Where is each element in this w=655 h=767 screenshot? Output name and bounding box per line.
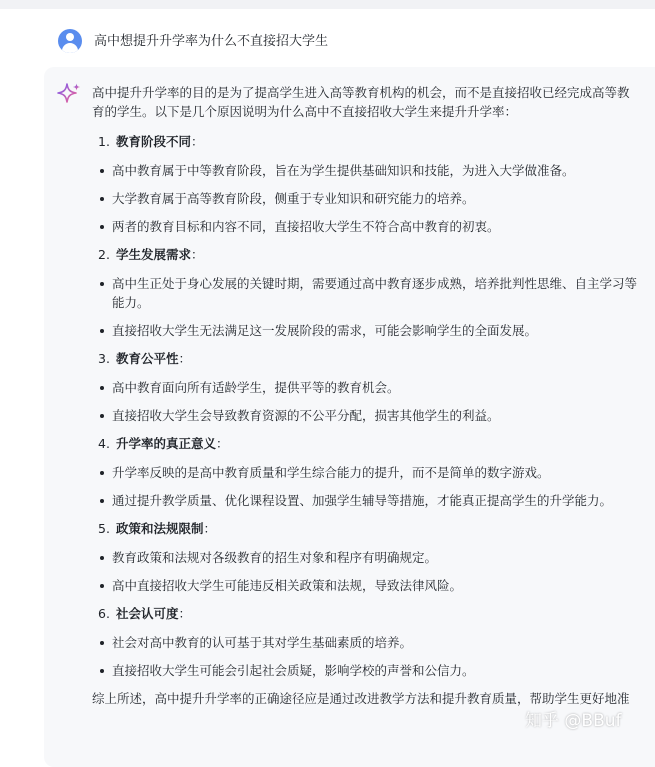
assistant-answer-card bbox=[44, 67, 655, 767]
list-item: 升学率反映的是高中教育质量和学生综合能力的提升，而不是简单的数字游戏。 bbox=[92, 463, 640, 482]
list-item: 高中直接招收大学生可能违反相关政策和法规，导致法律风险。 bbox=[92, 576, 640, 595]
section-heading: 政策和法规限制 bbox=[115, 521, 204, 536]
sparkle-icon bbox=[56, 81, 82, 107]
list-item: 直接招收大学生无法满足这一发展阶段的需求，可能会影响学生的全面发展。 bbox=[92, 321, 640, 340]
user-message-row bbox=[0, 22, 655, 62]
section-title bbox=[98, 349, 640, 368]
section-colon: ： bbox=[216, 436, 229, 451]
section-number: 5. bbox=[98, 521, 110, 536]
list-item: 教育政策和法规对各级教育的招生对象和程序有明确规定。 bbox=[92, 548, 640, 567]
section-heading: 教育阶段不同 bbox=[115, 134, 191, 149]
bullet-list bbox=[92, 633, 640, 680]
list-item: 高中生正处于身心发展的关键时期，需要通过高中教育逐步成熟，培养批判性思维、自主学习等能力。 bbox=[92, 274, 640, 312]
list-item: 直接招收大学生可能会引起社会质疑，影响学校的声誉和公信力。 bbox=[92, 661, 640, 680]
section-colon: ： bbox=[203, 521, 217, 536]
section-title bbox=[98, 519, 640, 538]
bullet-list bbox=[92, 274, 640, 340]
section-colon: ： bbox=[178, 351, 192, 366]
section-number: 4. bbox=[98, 436, 110, 451]
bullet-list bbox=[92, 378, 640, 425]
bullet-list bbox=[92, 161, 640, 236]
section-colon: ： bbox=[191, 134, 204, 149]
section-heading: 学生发展需求 bbox=[115, 247, 191, 262]
section-number: 6. bbox=[98, 606, 110, 621]
list-item: 直接招收大学生会导致教育资源的不公平分配，损害其他学生的利益。 bbox=[92, 406, 640, 425]
list-item: 高中教育面向所有适龄学生，提供平等的教育机会。 bbox=[92, 378, 640, 397]
section-colon: ： bbox=[178, 606, 192, 621]
section-heading: 教育公平性 bbox=[115, 351, 179, 366]
answer-intro: 高中提升升学率的目的是为了提高学生进入高等教育机构的机会，而不是直接招收已经完成高等教育的学生。以下是几个原因说明为什么高中不直接招收大学生来提升升学率： bbox=[92, 85, 630, 119]
list-item: 两者的教育目标和内容不同，直接招收大学生不符合高中教育的初衷。 bbox=[92, 217, 640, 236]
section-title bbox=[98, 132, 640, 151]
answer-summary: 综上所述，高中提升升学率的正确途径应是通过改进教学方法和提升教育质量，帮助学生更好地准 bbox=[92, 691, 630, 706]
section-number: 1. bbox=[98, 134, 110, 149]
list-item: 社会对高中教育的认可基于其对学生基础素质的培养。 bbox=[92, 633, 640, 652]
answer-content bbox=[92, 83, 640, 708]
zhihu-watermark: 知乎 @BBuf bbox=[525, 711, 622, 731]
section-colon: ： bbox=[191, 247, 204, 262]
answer-sections bbox=[92, 132, 640, 680]
section-title bbox=[98, 245, 640, 264]
section-title bbox=[98, 434, 640, 453]
list-item: 大学教育属于高等教育阶段，侧重于专业知识和研究能力的培养。 bbox=[92, 189, 640, 208]
section-number: 2. bbox=[98, 247, 110, 262]
section-number: 3. bbox=[98, 351, 110, 366]
top-divider bbox=[0, 0, 655, 9]
section-heading: 升学率的真正意义 bbox=[115, 436, 216, 451]
bullet-list bbox=[92, 463, 640, 510]
list-item: 高中教育属于中等教育阶段，旨在为学生提供基础知识和技能，为进入大学做准备。 bbox=[92, 161, 640, 180]
user-message-text: 高中想提升升学率为什么不直接招大学生 bbox=[94, 34, 329, 49]
list-item: 通过提升教学质量、优化课程设置、加强学生辅导等措施，才能真正提高学生的升学能力。 bbox=[92, 491, 640, 510]
section-heading: 社会认可度 bbox=[115, 606, 179, 621]
section-title bbox=[98, 604, 640, 623]
bullet-list bbox=[92, 548, 640, 595]
user-avatar-icon bbox=[58, 29, 82, 53]
